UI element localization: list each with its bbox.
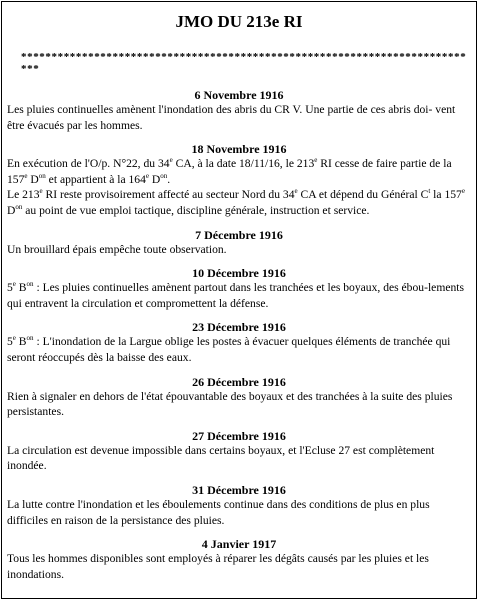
entry-text	[7, 551, 471, 582]
entry-text	[7, 334, 471, 365]
superscript: on	[26, 334, 34, 343]
text-run: et appartient à la 164	[45, 172, 146, 186]
document-title: JMO DU 213e RI	[175, 12, 303, 31]
text-run: la 157	[430, 188, 462, 202]
superscript: t	[428, 187, 431, 196]
text-run: Tous les hommes disponibles sont employés à réparer les dégâts causés par les pluies et les inondations.	[7, 552, 429, 581]
text-run: 5	[7, 335, 13, 349]
text-run: La circulation est devenue impossible dans certains boyaux, et l'Ecluse 27 est complètement inondée.	[7, 443, 435, 473]
text-run: au point de vue emploi tactique, discipline générale, instruction et service.	[22, 203, 370, 217]
journal-entry	[7, 228, 471, 258]
text-run: 5	[7, 281, 13, 295]
text-run: D	[7, 203, 16, 217]
entry-text	[7, 242, 471, 258]
entries-list	[7, 88, 471, 582]
text-run: CA, à la date 18/11/16, le 213	[172, 157, 315, 171]
text-run: B	[15, 281, 27, 295]
journal-entry	[7, 88, 471, 133]
text-run: RI reste provisoirement affecté au secteur Nord du 34	[42, 188, 295, 202]
superscript: e	[169, 156, 173, 165]
text-run: CA et dépend du Général C	[297, 188, 429, 202]
text-run: D	[27, 172, 39, 186]
superscript: on	[160, 171, 168, 180]
entry-date: 26 Décembre 1916	[192, 374, 286, 389]
document-page	[1, 1, 477, 599]
text-run: Un brouillard épais empêche toute observation.	[7, 242, 227, 256]
text-run: D	[149, 172, 161, 186]
entry-text	[7, 156, 471, 187]
text-run: Les pluies continuelles amènent l'inondation des abris du CR V. Une partie de ces abris doi-	[7, 103, 433, 116]
entry-text	[7, 187, 471, 218]
superscript: e	[314, 156, 318, 165]
text-run: En exécution de l'O/p. N°22, du 34	[7, 157, 170, 171]
entry-text	[7, 102, 471, 133]
entry-date: 6 Novembre 1916	[194, 88, 284, 102]
separator-line: ****************************************************************************	[21, 51, 467, 75]
superscript: e	[294, 187, 298, 196]
text-run: : L'inondation de la Largue oblige les postes à évacuer quelques éléments de tranchée qui seront réoccupés dès la baisse des eaux.	[7, 335, 451, 364]
journal-entry	[7, 429, 471, 474]
superscript: on	[26, 280, 34, 289]
journal-entry	[7, 483, 471, 528]
entry-date: 27 Décembre 1916	[192, 428, 286, 443]
superscript: on	[15, 203, 23, 212]
text-run: Rien à signaler en dehors de l'état épouvantable des boyaux et des tranchées à la suite des pluies persistantes.	[7, 389, 453, 419]
entry-date: 10 Décembre 1916	[192, 266, 286, 281]
journal-entry	[7, 320, 471, 365]
superscript: e	[145, 171, 150, 180]
journal-entry	[7, 375, 471, 420]
text-run: RI cesse de faire partie de la 157	[7, 157, 452, 186]
entry-text	[7, 389, 471, 420]
text-run: La lutte contre l'inondation et les éboulements continue dans des conditions de plus en plus difficiles en raison de la persistance des pluies.	[7, 497, 430, 527]
superscript: e	[461, 187, 465, 196]
text-run: vent être évacués par les hommes.	[7, 103, 456, 132]
entry-date: 4 Janvier 1917	[201, 537, 277, 552]
superscript: on	[38, 171, 46, 180]
superscript: e	[39, 187, 43, 196]
journal-entry	[7, 537, 471, 582]
journal-entry	[7, 142, 471, 218]
entry-date: 7 Décembre 1916	[195, 227, 283, 242]
entry-date: 23 Décembre 1916	[192, 320, 286, 335]
text-run: B	[15, 335, 27, 349]
superscript: e	[24, 171, 28, 180]
text-run: : Les pluies continuelles amènent partout dans les tranchées et les boyaux, des ébou-	[33, 281, 428, 295]
text-run: Le 213	[7, 188, 40, 202]
text-run: lements qui entravent la circulation et compromettent la défense.	[7, 281, 465, 310]
superscript: e	[12, 334, 16, 343]
entry-date: 18 Novembre 1916	[191, 142, 287, 157]
entry-date: 31 Décembre 1916	[192, 482, 286, 497]
entry-text	[7, 443, 471, 474]
entry-text	[7, 280, 471, 311]
text-run: .	[167, 172, 171, 186]
journal-entry	[7, 266, 471, 311]
superscript: e	[12, 280, 16, 289]
entry-text	[7, 497, 471, 528]
